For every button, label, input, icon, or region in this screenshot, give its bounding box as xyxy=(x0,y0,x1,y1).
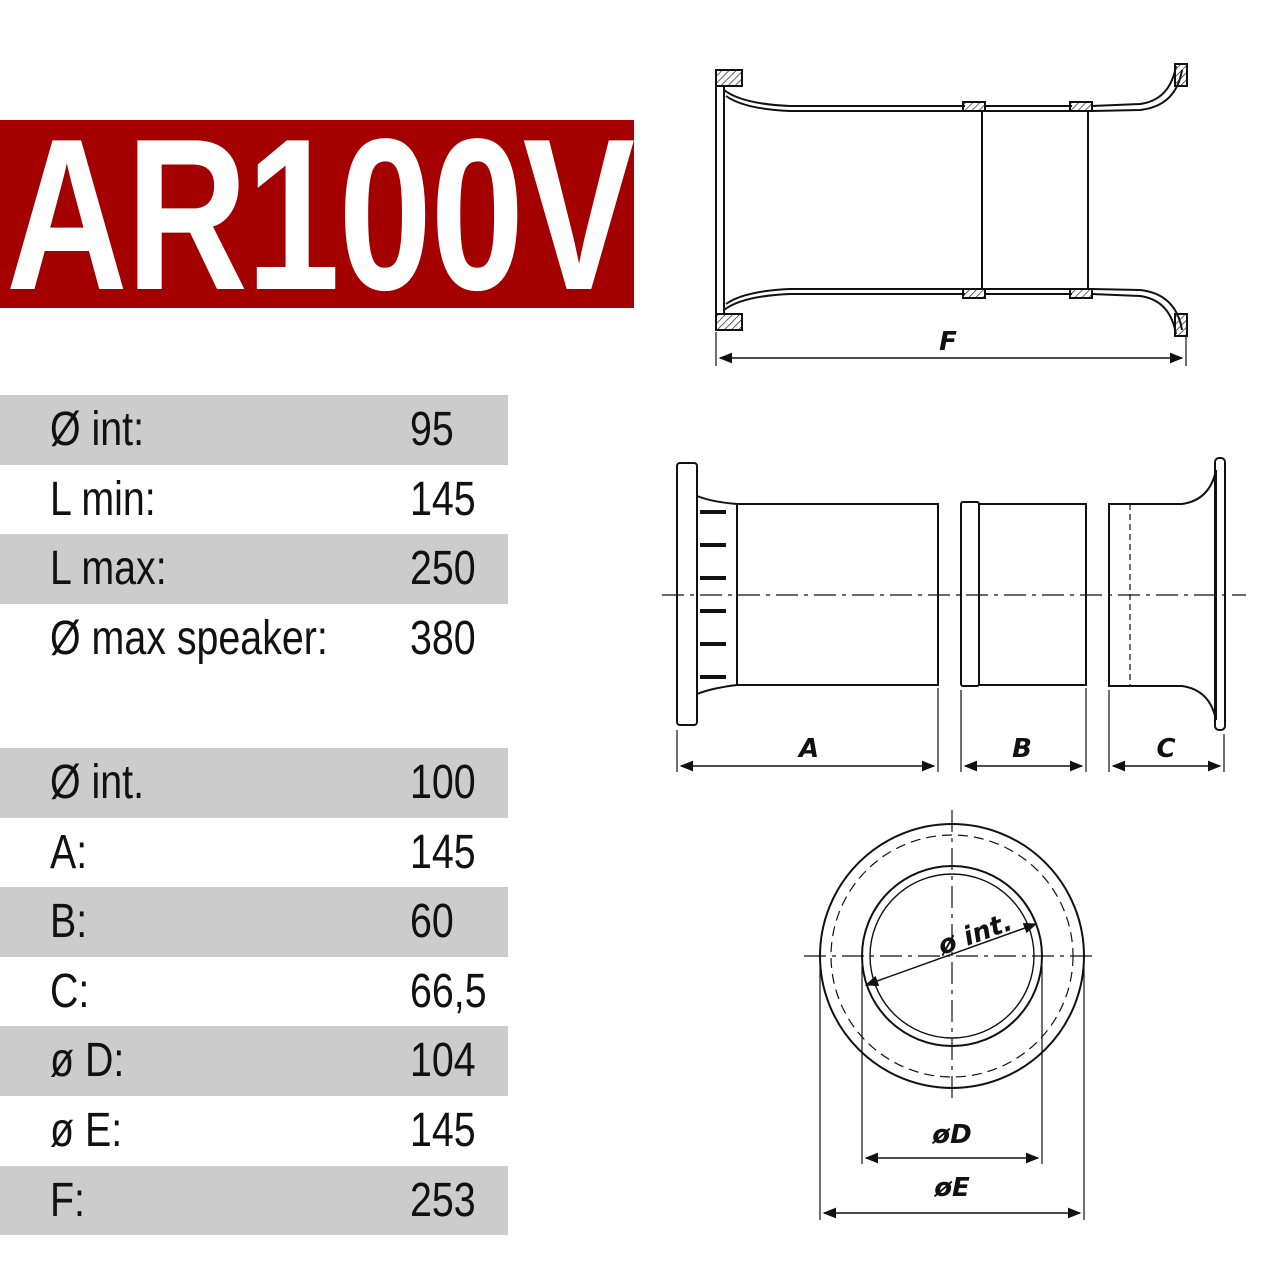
spec-label: C: xyxy=(50,964,90,1018)
spec-value: 145 xyxy=(410,472,476,526)
product-title: AR100V xyxy=(6,93,634,335)
assembled-port-section xyxy=(716,64,1187,366)
spec-value: 253 xyxy=(410,1173,476,1227)
spec-label: Ø int. xyxy=(50,756,145,809)
dimension-f-label: F xyxy=(939,327,957,357)
piece-b-collar xyxy=(961,502,979,686)
spec-value: 145 xyxy=(410,1103,476,1157)
left-flare-top xyxy=(724,90,965,106)
dimension-b-label: B xyxy=(1012,734,1032,764)
spec-value: 145 xyxy=(410,825,476,879)
left-flange-bottom xyxy=(716,314,742,330)
spec-label: L max: xyxy=(50,542,167,596)
spec-value: 95 xyxy=(410,403,454,456)
spec-value: 380 xyxy=(410,611,476,665)
spec-label: ø D: xyxy=(50,1034,125,1088)
left-flange-top xyxy=(716,70,742,86)
spec-value: 100 xyxy=(410,756,476,809)
right-flare-bottom xyxy=(1092,294,1176,334)
left-flare-bottom xyxy=(724,294,965,310)
spec-label: B: xyxy=(50,895,88,949)
front-view xyxy=(804,810,1098,1220)
dimension-c-label: C xyxy=(1156,734,1176,764)
spec-label: Ø int: xyxy=(50,403,145,456)
dimension-int-label: ø int. xyxy=(934,907,1017,962)
dimension-d-label: øD xyxy=(932,1120,972,1150)
spec-value: 104 xyxy=(410,1034,476,1088)
piece-a-flange xyxy=(677,463,697,725)
right-flare-top xyxy=(1092,66,1176,106)
dimension-a-label: A xyxy=(798,734,820,764)
spec-label: ø E: xyxy=(50,1103,123,1157)
spec-value: 60 xyxy=(410,895,454,949)
spec-label: Ø max speaker: xyxy=(50,611,328,665)
spec-value: 250 xyxy=(410,542,476,596)
exploded-port-view xyxy=(662,458,1246,772)
spec-label: F: xyxy=(50,1173,85,1227)
spec-label: L min: xyxy=(50,472,156,526)
spec-value: 66,5 xyxy=(410,964,487,1018)
spec-label: A: xyxy=(50,825,88,879)
dimension-e-label: øE xyxy=(934,1173,970,1203)
